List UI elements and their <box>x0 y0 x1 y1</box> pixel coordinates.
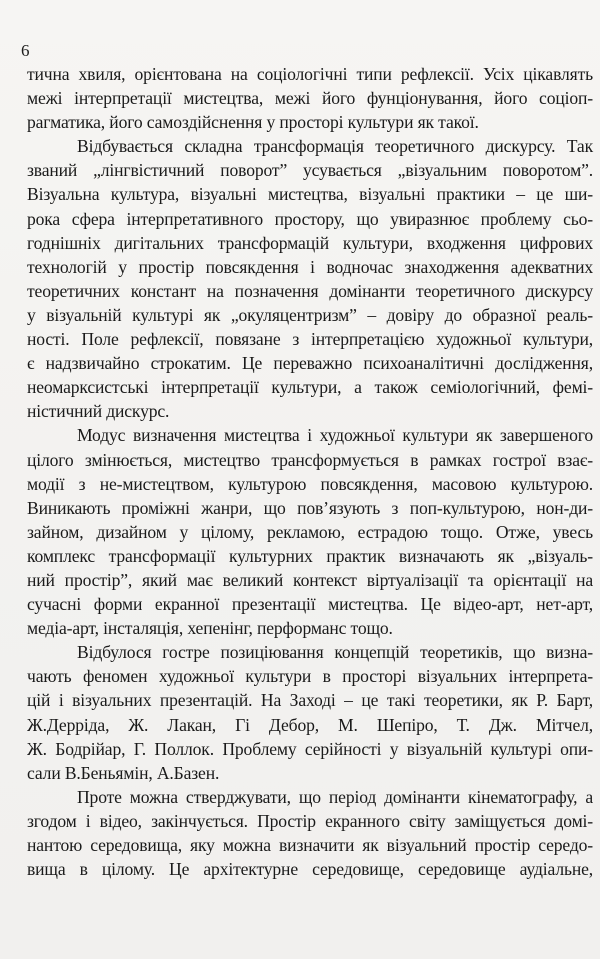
text-line: вища в цілому. Це архітектурне середовище, середовище аудіальне, <box>27 859 593 880</box>
paragraph-2 <box>27 134 593 423</box>
text-line: нантою середовища, яку можна визначити як візуальний простір середо- <box>27 835 593 855</box>
text-line: модії з не-мистецтвом, культурою повсякдення, масовою культурою. <box>27 473 593 494</box>
text-line: званий „лінгвістичний поворот” усувається „візуальним поворотом”. <box>27 160 593 181</box>
text-line: Візуальна культура, візуальні мистецтва, візуальні практики – це ши- <box>27 184 593 205</box>
text-line: сали В.Беньямін, А.Базен. <box>27 762 220 783</box>
text-line: є надзвичайно строкатим. Це переважно психоаналітичні дослідження, <box>27 353 593 374</box>
page-number: 6 <box>21 41 30 60</box>
text-line: Відбулося гостре позиціювання концепцій теоретиків, що визна- <box>77 642 593 663</box>
text-line: ності. Поле рефлексії, повязане з інтерпретацією художньої культури, <box>27 329 593 350</box>
text-line: чають феномен художньої культури в просторі візуальних інтерпрета- <box>27 666 593 687</box>
text-line: ністичний дискурс. <box>27 401 170 422</box>
text-line: цій і візуальних презентацій. На Заході – це такі теоретики, як Р. Барт, <box>27 690 593 711</box>
paragraph-1 <box>27 62 593 134</box>
paragraph-5 <box>27 785 593 881</box>
text-line: межі інтерпретації мистецтва, межі його фунціонування, його соціоп- <box>27 88 593 109</box>
text-line: Відбувається складна трансформація теоретичного дискурсу. Так <box>77 136 593 157</box>
text-line: годнішніх дигітальних трансформацій культури, входження цифрових <box>27 232 593 253</box>
text-line: зайном, дизайном у цілому, рекламою, естрадою тощо. Отже, увесь <box>27 521 593 542</box>
text-line: неомарксистські інтерпретації культури, а також семіологічний, фемі- <box>27 377 593 398</box>
text-line: Модус визначення мистецтва і художньої культури як завершеного <box>77 425 593 446</box>
text-line: Проте можна стверджувати, що період домінанти кінематографу, а <box>77 786 593 807</box>
text-line: Ж.Дерріда, Ж. Лакан, Гі Дебор, М. Шепіро, Т. Дж. Мітчел, <box>27 714 593 735</box>
text-line: цілого змінюється, мистецтво трансформується в рамках гострої взає- <box>27 449 593 470</box>
paragraph-3 <box>27 423 593 640</box>
text-line: згодом і відео, закінчується. Простір екранного світу заміщується домі- <box>27 810 593 831</box>
paragraph-4 <box>27 640 593 785</box>
text-line: медіа-арт, інсталяція, хепенінг, перформанс тощо. <box>27 618 393 639</box>
text-line: рагматика, його самоздійснення у просторі культури як такої. <box>27 112 479 133</box>
text-line: технологій у простір повсякдення і водночас знаходження адекватних <box>27 256 593 277</box>
body-text <box>27 62 593 881</box>
text-line: сучасні форми екранної презентації мистецтва. Це відео-арт, нет-арт, <box>27 594 593 615</box>
text-line: тична хвиля, орієнтована на соціологічні типи рефлексії. Усіх цікавлять <box>27 64 593 84</box>
text-line: теоретичних констант на позначення домінанти теоретичного дискурсу <box>27 280 593 301</box>
text-line: у візуальній культурі як „окуляцентризм” – довіру до образної реаль- <box>27 304 593 325</box>
text-line: рока сфера інтерпретативного простору, що увиразнює проблему сьо- <box>27 208 593 229</box>
text-line: комплекс трансформації культурних практик визначають як „візуаль- <box>27 545 593 566</box>
text-line: Ж. Бодрійар, Г. Поллок. Проблему серійності у візуальній культурі опи- <box>27 738 593 759</box>
text-line: ний простір”, який має великий контекст віртуалізації та орієнтації на <box>27 569 593 590</box>
text-line: Виникають проміжні жанри, що пов’язують з поп-культурою, нон-ди- <box>27 497 593 518</box>
